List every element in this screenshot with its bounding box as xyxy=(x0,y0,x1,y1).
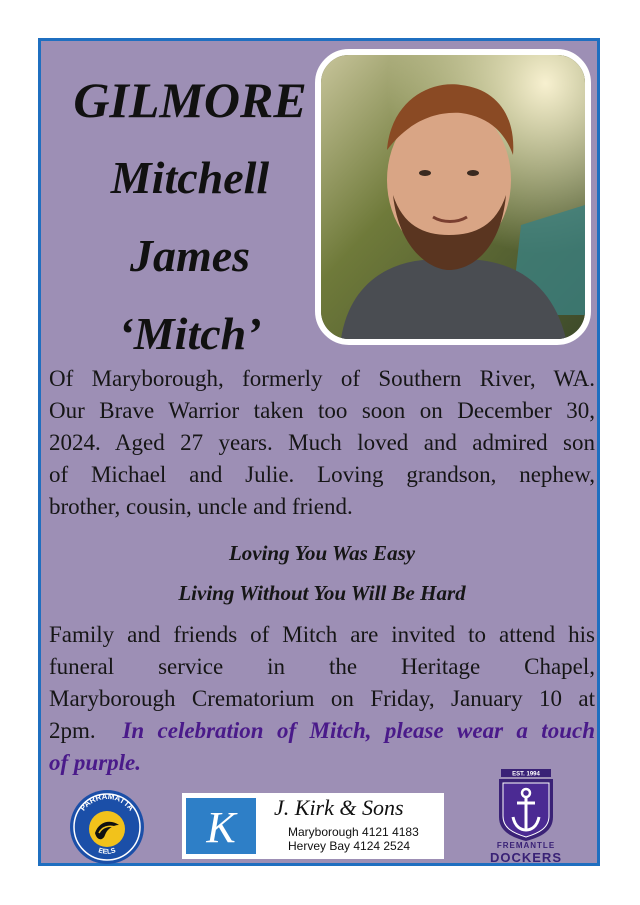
sponsor-name: J. Kirk & Sons xyxy=(274,795,404,820)
service-line: Maryborough Crematorium on Friday, January 10 at xyxy=(49,686,595,711)
verse-line-2: Living Without You Will Be Hard xyxy=(178,581,466,605)
sponsor-phone-maryborough: Maryborough 4121 4183 xyxy=(288,825,419,839)
service-paragraph xyxy=(49,619,595,779)
purple-request: In celebration of Mitch, please wear a touch xyxy=(122,718,595,743)
notice-paragraph xyxy=(49,363,595,523)
sponsor-banner xyxy=(182,793,444,859)
portrait-image xyxy=(321,55,585,339)
parramatta-eels-logo xyxy=(69,789,145,865)
funeral-notice-card xyxy=(38,38,600,866)
notice-line: Our Brave Warrior taken too soon on December 30, xyxy=(49,398,595,423)
dockers-line1: FREMANTLE xyxy=(496,841,556,850)
notice-line: 2024. Aged 27 years. Much loved and admired son xyxy=(49,430,595,455)
verse-line-1: Loving You Was Easy xyxy=(228,541,416,565)
kirk-logo-letter: K xyxy=(206,803,236,852)
surname: GILMORE xyxy=(73,72,307,128)
service-time: 2pm. xyxy=(49,718,96,743)
notice-line: brother, cousin, uncle and friend. xyxy=(49,494,353,519)
service-line-4 xyxy=(49,715,595,747)
notice-line: Of Maryborough, formerly of Southern River, WA. xyxy=(49,366,595,391)
sponsor-phone-hervey-bay: Hervey Bay 4124 2524 xyxy=(288,839,411,853)
deceased-name-block xyxy=(55,61,325,373)
notice-line: of Michael and Julie. Loving grandson, nephew, xyxy=(49,462,595,487)
service-line: funeral service in the Heritage Chapel, xyxy=(49,654,595,679)
dockers-est-text: EST. 1994 xyxy=(512,771,540,778)
eels-top-text: PARRAMATTA xyxy=(78,791,136,813)
portrait-photo xyxy=(315,49,591,345)
nickname: ‘Mitch’ xyxy=(118,308,262,359)
eels-bottom-text: EELS xyxy=(97,847,117,856)
middle-name: James xyxy=(129,230,251,281)
first-name: Mitchell xyxy=(110,152,270,203)
service-line: Family and friends of Mitch are invited to attend his xyxy=(49,622,595,647)
dockers-wordmark xyxy=(477,841,575,865)
kirk-logo xyxy=(186,798,256,854)
purple-request-end: of purple. xyxy=(49,750,141,775)
dockers-line2: DOCKERS xyxy=(489,850,562,865)
